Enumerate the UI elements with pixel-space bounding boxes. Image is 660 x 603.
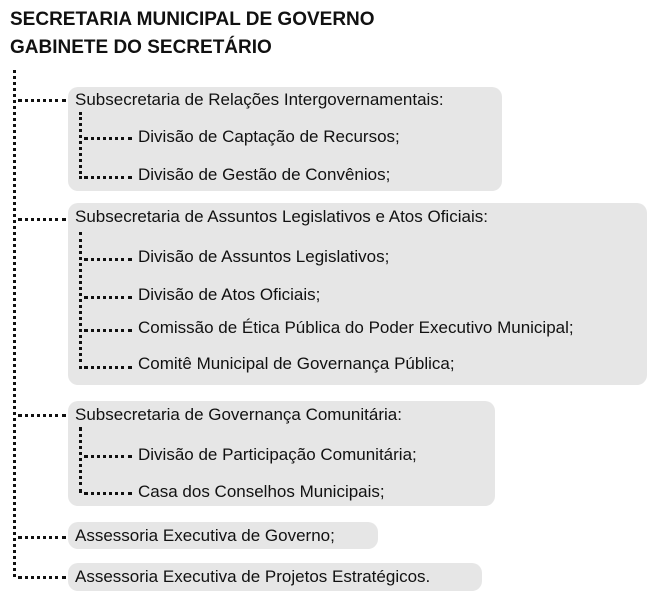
list-item-assessoria-governo: Assessoria Executiva de Governo;: [75, 526, 335, 545]
connector-group-1-child-2: [84, 176, 132, 179]
connector-standalone-1: [18, 536, 66, 539]
page-subtitle: GABINETE DO SECRETÁRIO: [10, 37, 272, 58]
group-title-governanca-comunitaria: Subsecretaria de Governança Comunitária:: [75, 405, 402, 424]
group-title-assuntos-legislativos: Subsecretaria de Assuntos Legislativos e Atos Oficiais:: [75, 207, 488, 226]
group-1-branch: [79, 112, 82, 179]
group-title-relacoes-intergovernamentais: Subsecretaria de Relações Intergovernamentais:: [75, 90, 444, 109]
list-item-comissao-etica: Comissão de Ética Pública do Poder Executivo Municipal;: [138, 318, 574, 337]
list-item-captacao-recursos: Divisão de Captação de Recursos;: [138, 127, 400, 146]
connector-group-2-child-4: [84, 366, 132, 369]
connector-group-3-child-2: [84, 492, 132, 495]
connector-group-2-child-1: [84, 258, 132, 261]
org-tree-trunk: [13, 70, 16, 577]
list-item-comite-governanca: Comitê Municipal de Governança Pública;: [138, 354, 455, 373]
list-item-assessoria-projetos: Assessoria Executiva de Projetos Estratégicos.: [75, 567, 431, 586]
connector-group-2-child-3: [84, 329, 132, 332]
connector-group-2-child-2: [84, 296, 132, 299]
connector-group-3: [18, 414, 66, 417]
connector-standalone-2: [18, 576, 66, 579]
group-3-branch: [79, 427, 82, 493]
list-item-casa-conselhos: Casa dos Conselhos Municipais;: [138, 482, 385, 501]
list-item-gestao-convenios: Divisão de Gestão de Convênios;: [138, 165, 391, 184]
page-title: SECRETARIA MUNICIPAL DE GOVERNO: [10, 9, 375, 30]
list-item-assuntos-legislativos: Divisão de Assuntos Legislativos;: [138, 247, 390, 266]
group-2-branch: [79, 232, 82, 369]
list-item-participacao-comunitaria: Divisão de Participação Comunitária;: [138, 445, 417, 464]
connector-group-1-child-1: [84, 137, 132, 140]
connector-group-2: [18, 218, 66, 221]
connector-group-3-child-1: [84, 455, 132, 458]
list-item-atos-oficiais: Divisão de Atos Oficiais;: [138, 285, 321, 304]
connector-group-1: [18, 99, 66, 102]
